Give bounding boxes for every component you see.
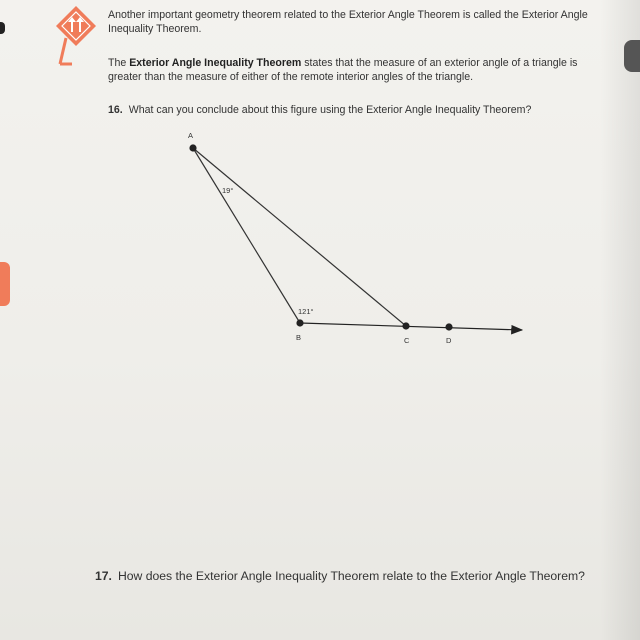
point-c	[402, 322, 409, 329]
question-17	[95, 568, 595, 585]
angle-b-measure: 121°	[298, 307, 314, 316]
point-d	[445, 323, 452, 330]
point-a	[189, 144, 196, 151]
question-16	[108, 103, 608, 117]
label-b: B	[296, 333, 302, 342]
theorem-statement: states that the measure of an exterior angle of a triangle is greater than the measure of either of the remote interior angles of the triangle.	[108, 57, 578, 83]
triangle-figure	[170, 128, 540, 358]
point-b	[296, 319, 303, 326]
binder-tab-left	[0, 262, 10, 306]
theorem-name: Exterior Angle Inequality Theorem	[129, 57, 302, 69]
question-17-number: 17.	[95, 569, 112, 583]
label-c: C	[404, 336, 410, 345]
angle-a-measure: 19°	[222, 186, 234, 195]
theorem-prefix: The	[108, 57, 130, 69]
label-d: D	[446, 336, 452, 345]
binder-tab-right	[624, 40, 640, 72]
question-16-number: 16.	[108, 104, 123, 116]
page-shadow	[600, 0, 640, 640]
intro-paragraph: Another important geometry theorem related to the Exterior Angle Theorem is called the Exterior Angle Inequality Theorem.	[108, 9, 588, 35]
ray-bd	[300, 323, 522, 330]
binder-edge	[0, 22, 5, 34]
question-17-text: How does the Exterior Angle Inequality Theorem relate to the Exterior Angle Theorem?	[117, 569, 585, 583]
road-sign-icon	[54, 4, 98, 70]
theorem-paragraph	[108, 56, 598, 84]
label-a: A	[188, 131, 194, 140]
segment-ab	[193, 148, 300, 323]
question-16-text: What can you conclude about this figure using the Exterior Angle Inequality Theorem?	[128, 104, 532, 116]
segment-ac	[193, 148, 406, 326]
